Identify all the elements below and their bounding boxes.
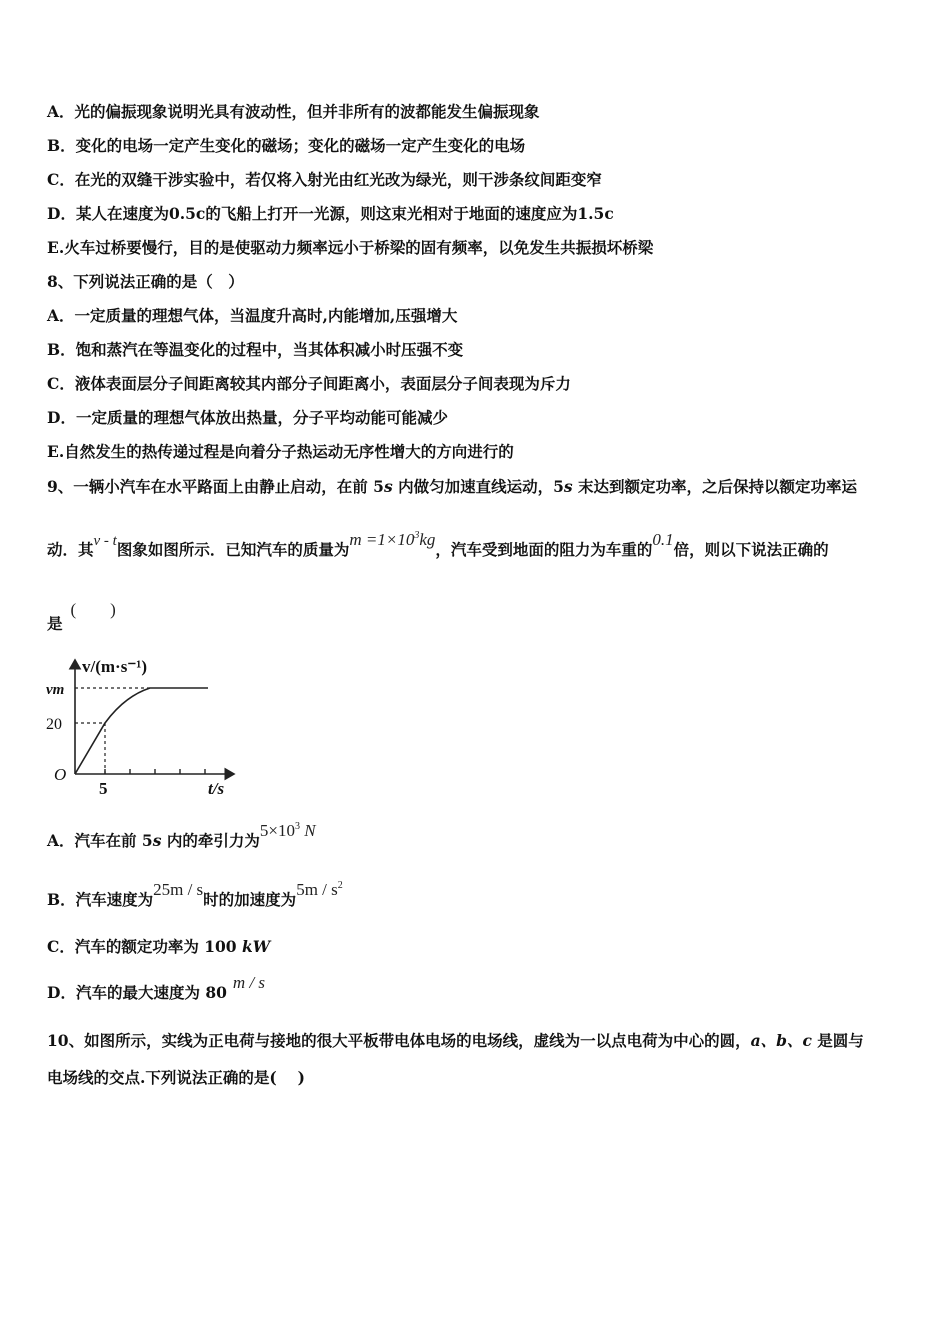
q8-option-b: B．饱和蒸汽在等温变化的过程中，当其体积减小时压强不变 xyxy=(47,340,464,359)
q10-stem-line2: 电场线的交点.下列说法正确的是( ) xyxy=(47,1068,305,1087)
q9-option-c: C．汽车的额定功率为 100 kW xyxy=(47,937,271,956)
q7-option-a: A．光的偏振现象说明光具有波动性，但并非所有的波都能发生偏振现象 xyxy=(47,102,540,121)
y-axis-label: v/(m·s⁻¹) xyxy=(82,657,148,676)
q9-stem-line3: 是( ) xyxy=(47,600,116,633)
q7-option-d: D．某人在速度为0.5c的飞船上打开一光源，则这束光相对于地面的速度应为1.5c xyxy=(47,204,614,223)
vt-curve xyxy=(75,688,208,774)
x-tick-5: 5 xyxy=(99,779,108,798)
y-tick-20: 20 xyxy=(46,716,62,733)
q8-option-c: C．液体表面层分子间距离较其内部分子间距离小，表面层分子间表现为斥力 xyxy=(47,374,571,393)
q7-option-b: B．变化的电场一定产生变化的磁场；变化的磁场一定产生变化的电场 xyxy=(47,136,526,155)
origin-label: O xyxy=(54,765,67,784)
q8-option-e: E.自然发生的热传递过程是向着分子热运动无序性增大的方向进行的 xyxy=(47,442,514,461)
q8-option-a: A．一定质量的理想气体，当温度升高时,内能增加,压强增大 xyxy=(47,306,458,325)
vt-graph xyxy=(40,650,250,800)
q9-option-a: A．汽车在前 5s 内的牵引力为$5\times 10^3$ N xyxy=(47,821,316,850)
q8-option-d: D．一定质量的理想气体放出热量，分子平均动能可能减少 xyxy=(47,408,448,427)
q9-option-d: D．汽车的最大速度为 80m / s xyxy=(47,973,266,1002)
vm-label: vm xyxy=(46,682,65,698)
q9-option-b: B．汽车速度为25m / s时的加速度为$5m / s^2$ xyxy=(47,880,343,909)
q10-stem-line1: 10、如图所示，实线为正电荷与接地的很大平板带电体电场的电场线，虚线为一以点电荷为中心的圆，a、b、c 是圆与 xyxy=(47,1031,864,1050)
q8-stem: 8、下列说法正确的是（ ） xyxy=(47,272,244,291)
q9-stem-line2: 动．其v - t图象如图所示．已知汽车的质量为$m =1\times 10^3kg$，汽车受到地面的阻力为车重的0.1倍，则以下说法正确的 xyxy=(47,530,829,559)
q9-stem-line1: 9、一辆小汽车在水平路面上由静止启动，在前 5s 内做匀加速直线运动，5s 末达到额定功率，之后保持以额定功率运 xyxy=(47,477,858,496)
q7-option-e: E.火车过桥要慢行，目的是使驱动力频率远小于桥梁的固有频率，以免发生共振损坏桥梁 xyxy=(47,238,654,257)
x-axis-label: t/s xyxy=(208,779,225,798)
q7-option-c: C．在光的双缝干涉实验中，若仅将入射光由红光改为绿光，则干涉条纹间距变窄 xyxy=(47,170,602,189)
